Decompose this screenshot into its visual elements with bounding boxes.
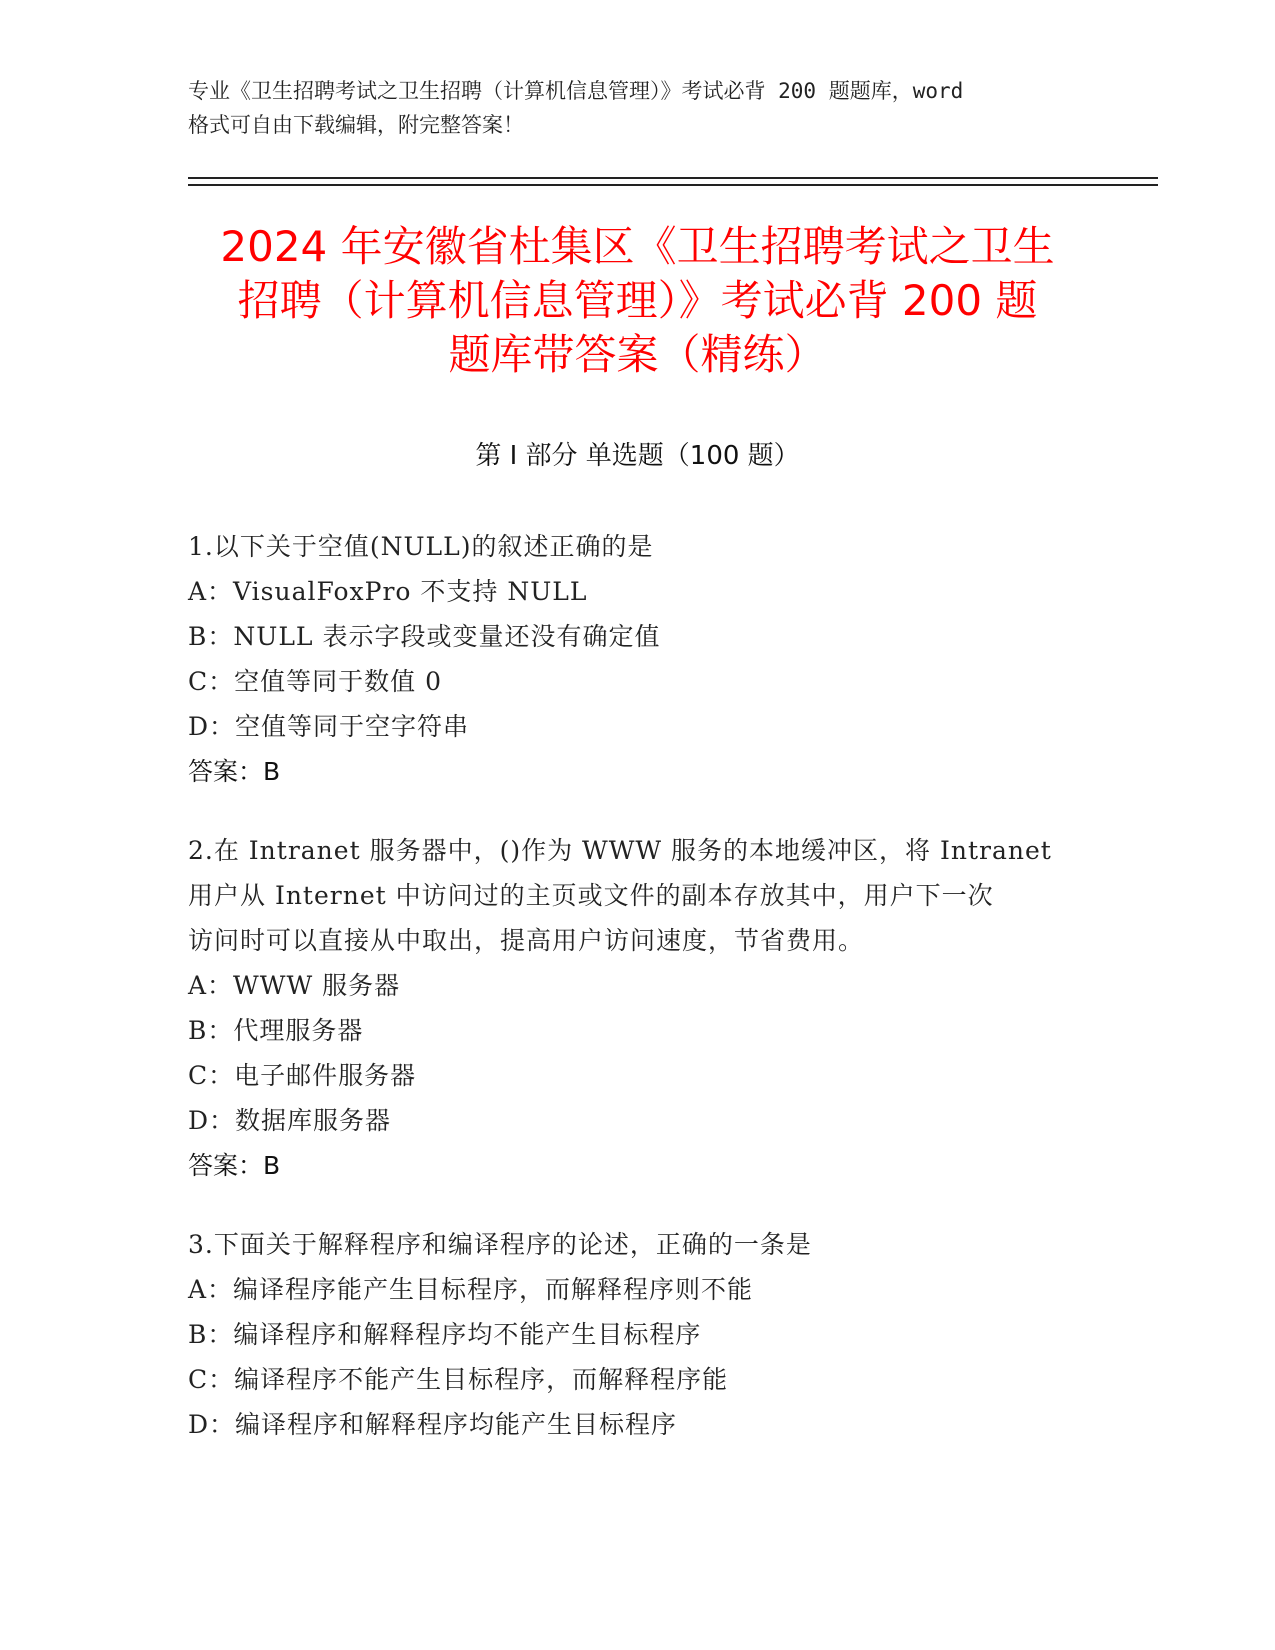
- title-line-2: 招聘（计算机信息管理）》考试必背 200 题: [237, 276, 1038, 325]
- option-b: B：编译程序和解释程序均不能产生目标程序: [188, 1320, 702, 1349]
- option-d: D：空值等同于空字符串: [188, 712, 470, 741]
- option-d: D：数据库服务器: [188, 1106, 392, 1135]
- question-2: [188, 828, 1088, 1188]
- option-a: A：VisualFoxPro 不支持 NULL: [188, 577, 588, 606]
- question-stem-line-1: 2.在 Intranet 服务器中，()作为 WWW 服务的本地缓冲区，将 Intranet: [188, 836, 1052, 865]
- title-line-1: 2024 年安徽省杜集区《卫生招聘考试之卫生: [220, 222, 1055, 271]
- question-1: [188, 524, 1088, 794]
- header-note-line-2: 格式可自由下载编辑，附完整答案！: [188, 113, 524, 137]
- option-b: B：代理服务器: [188, 1016, 364, 1045]
- answer: 答案：B: [188, 757, 281, 786]
- option-c: C：电子邮件服务器: [188, 1061, 417, 1090]
- question-stem-line-3: 访问时可以直接从中取出，提高用户访问速度，节省费用。: [188, 926, 865, 955]
- header-note: [188, 74, 1088, 142]
- document-title: [180, 220, 1095, 382]
- option-b: B：NULL 表示字段或变量还没有确定值: [188, 622, 661, 651]
- question-stem-line-2: 用户从 Internet 中访问过的主页或文件的副本存放其中，用户下一次: [188, 881, 994, 910]
- header-note-line-1: 专业《卫生招聘考试之卫生招聘（计算机信息管理）》考试必背 200 题题库，word: [188, 79, 964, 103]
- option-a: A：编译程序能产生目标程序，而解释程序则不能: [188, 1275, 754, 1304]
- option-c: C：空值等同于数值 0: [188, 667, 442, 696]
- option-d: D：编译程序和解释程序均能产生目标程序: [188, 1410, 678, 1439]
- question-3: [188, 1222, 1088, 1447]
- option-a: A：WWW 服务器: [188, 971, 401, 1000]
- question-stem: 3.下面关于解释程序和编译程序的论述，正确的一条是: [188, 1230, 812, 1259]
- question-list: [188, 524, 1088, 1481]
- answer: 答案：B: [188, 1151, 281, 1180]
- header-divider-bottom: [188, 184, 1158, 186]
- question-stem: 1.以下关于空值(NULL)的叙述正确的是: [188, 532, 654, 561]
- option-c: C：编译程序不能产生目标程序，而解释程序能: [188, 1365, 729, 1394]
- section-heading: 第 I 部分 单选题（100 题）: [475, 441, 800, 471]
- header-divider-top: [188, 177, 1158, 179]
- title-line-3: 题库带答案（精练）: [448, 330, 827, 379]
